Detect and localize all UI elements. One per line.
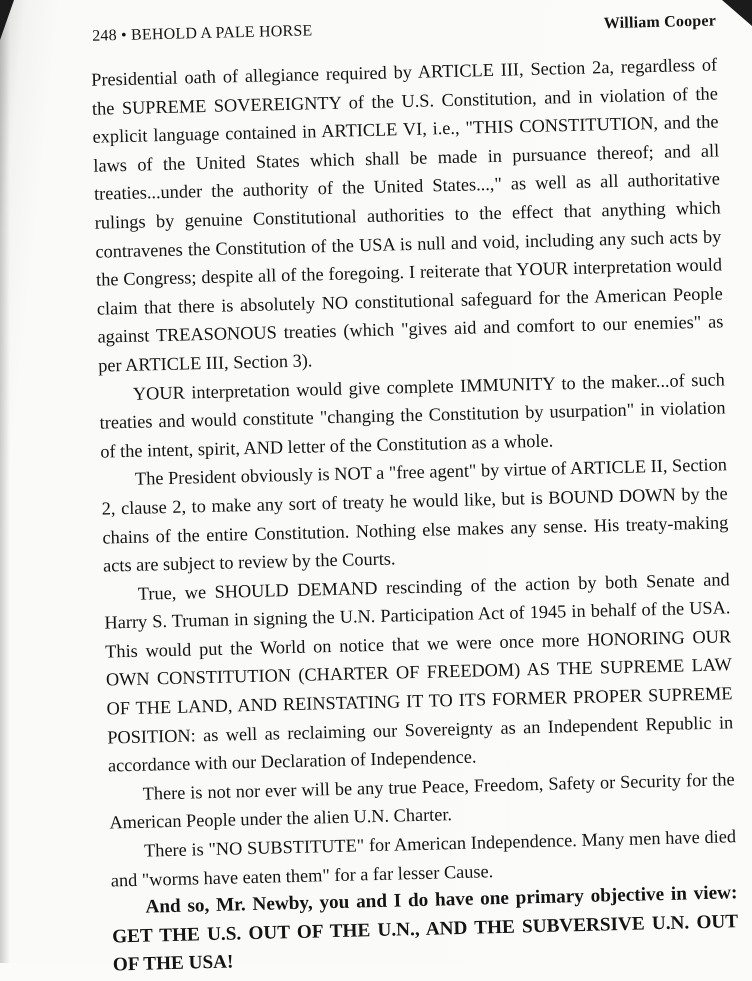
paragraph-1: Presidential oath of allegiance required by ARTICLE III, Section 2a, regardless of the SUPREME SOVEREIGNTY of the U.S. Constitution, and in violation of the explicit language contained in ARTICLE VI, i.e., "THIS CONSTITUTION, and the laws of the United States which shall be made in pursuance thereof; and all treaties...under the authority of the United States...," as well as all authoritative rulings by genuine Constitutional authorities to the effect that anything which contravenes the Constitution of the USA is null and void, including any such acts by the Congress; despite all of the foregoing. I reiterate that YOUR interpretation would claim that there is absolutely NO constitutional safeguard for the American People against TREASONOUS treaties (which "gives aid and comfort to our enemies" as per ARTICLE III, Section 3). [91, 54, 724, 376]
paragraph-7: And so, Mr. Newby, you and I do have one primary objective in view: GET THE U.S. OUT OF THE U.N., AND THE SUBVERSIVE U.N. OUT OF THE USA! [111, 882, 739, 976]
page-content [80, 12, 739, 980]
body-text [81, 50, 739, 980]
running-header [80, 12, 716, 46]
paragraph-2: YOUR interpretation would give complete IMMUNITY to the maker...of such treaties and would constitute "changing the Constitution by usurpation" in violation of the intent, spirit, AND letter of the Constitution as a whole. [99, 368, 726, 462]
paragraph-5: There is not nor ever will be any true Peace, Freedom, Safety or Security for the American People under the alien U.N. Charter. [109, 769, 735, 833]
page-corner-shadow-left [0, 0, 14, 40]
header-left [92, 22, 313, 45]
author-name: William Cooper [603, 12, 717, 33]
book-title: BEHOLD A PALE HORSE [130, 22, 313, 44]
spine-shadow [0, 0, 10, 963]
paragraph-3: The President obviously is NOT a "free agent" by virtue of ARTICLE II, Section 2, clause 2, to make any sort of treaty he would like, but is BOUND DOWN by the chains of the entire Constitution. Nothing else makes any sense. His treaty-making acts are subject to review by the Courts. [101, 454, 729, 576]
page-number: 248 [91, 27, 118, 45]
paragraph-6: There is "NO SUBSTITUTE" for American Independence. Many men have died and "worms have eaten them" for a far lesser Cause. [110, 826, 737, 891]
paragraph-4: True, we SHOULD DEMAND rescinding of the action by both Senate and Harry S. Truman in signing the U.N. Participation Act of 1945 in behalf of the USA. This would put the World on notice that we were once more HONORING OUR OWN CONSTITUTION (CHARTER OF FREEDOM) AS THE SUPREME LAW OF THE LAND, AND REINSTATING IT TO ITS FORMER PROPER SUPREME POSITION: as well as reclaiming our Sovereignty as an Independent Republic in accordance with our Declaration of Independence. [104, 568, 734, 776]
page-corner-shadow-right [722, 0, 752, 26]
header-bullet: • [120, 26, 128, 44]
